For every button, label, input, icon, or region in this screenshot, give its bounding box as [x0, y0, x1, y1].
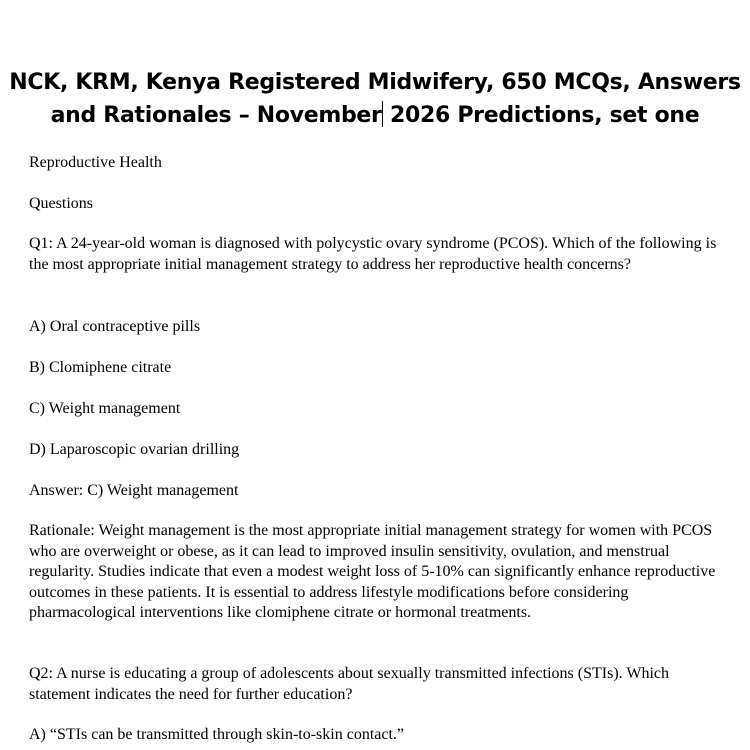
q1-option-c: C) Weight management: [29, 400, 181, 417]
title-line-2: [0, 99, 750, 132]
q1-answer: Answer: C) Weight management: [29, 482, 239, 499]
title-line-2-end: 2026 Predictions, set one: [382, 103, 700, 128]
section-heading: Reproductive Health: [29, 154, 162, 171]
q1-stem: Q1: A 24-year-old woman is diagnosed with polycystic ovary syndrome (PCOS). Which of the following is the most appropriate initial management strategy to address her reproductive health concerns?: [29, 235, 717, 273]
document-title: [0, 66, 750, 132]
q1-rationale: Rationale: Weight management is the most appropriate initial management strategy for women with PCOS who are overweight or obese, as it can lead to improved insulin sensitivity, ovulation, and menstrual regularity. Studies indicate that even a modest weight loss of 5-10% can significantly enhance reproductive outcomes in these patients. It is essential to address lifestyle modifications before considering pharmacological interventions like clomiphene citrate or hormonal treatments.: [29, 522, 716, 621]
q1-option-a: A) Oral contraceptive pills: [29, 318, 201, 335]
q2-option-a: A) “STIs can be transmitted through skin-to-skin contact.”: [29, 726, 405, 743]
title-line-1: NCK, KRM, Kenya Registered Midwifery, 650 MCQs, Answers: [9, 70, 741, 95]
questions-heading: Questions: [29, 195, 93, 212]
q1-option-d: D) Laparoscopic ovarian drilling: [29, 441, 240, 458]
q1-option-b: B) Clomiphene citrate: [29, 359, 172, 376]
title-line-2-start: and Rationales – November: [50, 103, 382, 128]
q2-stem: Q2: A nurse is educating a group of adolescents about sexually transmitted infections (STIs). Which statement indicates the need for further education?: [29, 665, 670, 703]
